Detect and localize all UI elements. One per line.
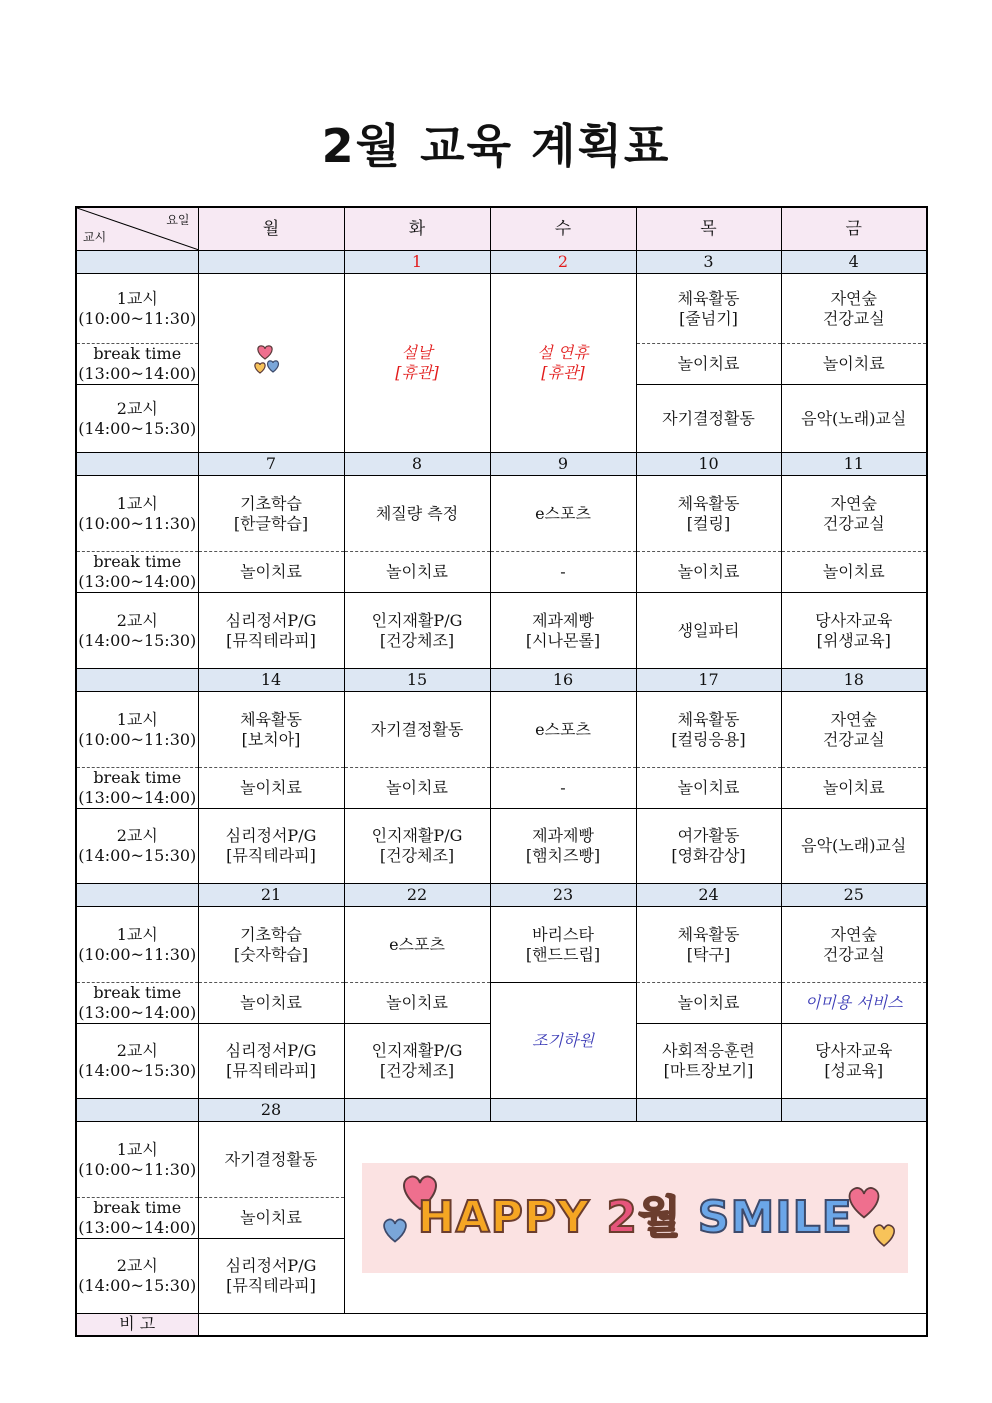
activity-cell: 음악(노래)교실 [781,809,927,884]
day-fri: 금 [781,207,927,251]
day-thu: 목 [636,207,781,251]
date-cell: 11 [781,453,927,476]
note-label: 비 고 [76,1314,198,1336]
date-cell [198,251,344,274]
period-row [76,593,927,669]
period-label: break time (13:00~14:00) [76,983,198,1024]
activity-cell: 제과제빵 [햄치즈빵] [490,809,636,884]
activity-cell: - [490,552,636,593]
activity-cell: 놀이치료 [344,983,490,1024]
date-cell [636,1099,781,1122]
activity-cell: 인지재활P/G [건강체조] [344,593,490,669]
corner-cell [76,207,198,251]
activity-cell: 놀이치료 [781,344,927,385]
date-row [76,251,927,274]
activity-cell: 놀이치료 [344,552,490,593]
activity-cell: e스포츠 [344,907,490,983]
header-row [76,207,927,251]
period-label: 1교시 (10:00~11:30) [76,274,198,344]
activity-cell: 놀이치료 [198,768,344,809]
date-cell: 21 [198,884,344,907]
period-row [76,809,927,884]
schedule-table [75,206,928,1337]
date-cell: 17 [636,669,781,692]
activity-cell: 자연숲 건강교실 [781,274,927,344]
activity-cell: 심리정서P/G [뮤직테라피] [198,809,344,884]
date-cell [344,1099,490,1122]
activity-cell: 심리정서P/G [뮤직테라피] [198,1239,344,1314]
page-title: 2월 교육 계획표 [321,119,671,173]
period-label: 2교시 (14:00~15:30) [76,593,198,669]
happy-smile-banner [362,1163,908,1273]
note-value[interactable] [198,1314,927,1336]
period-row [76,692,927,768]
note-row [76,1314,927,1336]
period-label: 1교시 (10:00~11:30) [76,907,198,983]
activity-cell: 놀이치료 [781,552,927,593]
period-label: break time (13:00~14:00) [76,552,198,593]
hearts-icon [251,343,291,379]
date-cell: 2 [490,251,636,274]
activity-cell: 놀이치료 [198,1198,344,1239]
activity-cell: 체육활동 [탁구] [636,907,781,983]
activity-cell: 체육활동 [줄넘기] [636,274,781,344]
activity-cell: 체육활동 [컬링응용] [636,692,781,768]
period-label: break time (13:00~14:00) [76,768,198,809]
date-cell: 22 [344,884,490,907]
activity-cell: 자연숲 건강교실 [781,476,927,552]
activity-cell: 인지재활P/G [건강체조] [344,1024,490,1099]
activity-cell: 체육활동 [컬링] [636,476,781,552]
activity-cell: 인지재활P/G [건강체조] [344,809,490,884]
activity-cell: 자기결정활동 [344,692,490,768]
period-row [76,1122,927,1198]
activity-cell: 놀이치료 [198,983,344,1024]
date-cell: 18 [781,669,927,692]
period-label: 1교시 (10:00~11:30) [76,1122,198,1198]
activity-cell: 놀이치료 [344,768,490,809]
date-cell: 10 [636,453,781,476]
activity-cell: 놀이치료 [781,768,927,809]
activity-cell: 심리정서P/G [뮤직테라피] [198,1024,344,1099]
activity-cell: 자연숲 건강교실 [781,907,927,983]
activity-cell: 여가활동 [영화감상] [636,809,781,884]
activity-cell: - [490,768,636,809]
period-label: break time (13:00~14:00) [76,1198,198,1239]
date-cell: 1 [344,251,490,274]
activity-cell: 기초학습 [숫자학습] [198,907,344,983]
date-cell: 28 [198,1099,344,1122]
break-row [76,768,927,809]
day-wed: 수 [490,207,636,251]
date-row [76,453,927,476]
activity-cell: 바리스타 [핸드드립] [490,907,636,983]
date-cell: 7 [198,453,344,476]
activity-cell: 기초학습 [한글학습] [198,476,344,552]
banner-word-month: 2월 [606,1191,682,1243]
date-cell: 23 [490,884,636,907]
activity-cell: e스포츠 [490,476,636,552]
corner-period-label: 교시 [83,230,107,244]
period-label: 2교시 (14:00~15:30) [76,1024,198,1099]
activity-cell: 당사자교육 [위생교육] [781,593,927,669]
early-dismissal-cell: 조기하원 [490,983,636,1099]
activity-cell: 당사자교육 [성교육] [781,1024,927,1099]
activity-cell: 이미용 서비스 [781,983,927,1024]
break-row [76,983,927,1024]
activity-cell: 제과제빵 [시나몬롤] [490,593,636,669]
period-label: 2교시 (14:00~15:30) [76,809,198,884]
holiday-cell: 설 연휴 [휴관] [490,274,636,453]
activity-cell: 생일파티 [636,593,781,669]
activity-cell: 자연숲 건강교실 [781,692,927,768]
activity-cell: 자기결정활동 [198,1122,344,1198]
date-cell: 9 [490,453,636,476]
date-cell: 4 [781,251,927,274]
banner-word-smile: SMILE [697,1191,853,1243]
period-row [76,907,927,983]
activity-cell: 자기결정활동 [636,385,781,453]
break-row [76,552,927,593]
date-cell [490,1099,636,1122]
activity-cell: 놀이치료 [198,552,344,593]
period-label: 1교시 (10:00~11:30) [76,476,198,552]
period-row [76,476,927,552]
period-row [76,274,927,344]
corner-day-label: 요일 [166,213,190,227]
activity-cell: 놀이치료 [636,344,781,385]
date-cell: 25 [781,884,927,907]
banner-text [362,1163,908,1273]
date-cell [781,1099,927,1122]
banner-word-happy: HAPPY [417,1191,590,1243]
date-row [76,1099,927,1122]
holiday-cell: 설날 [휴관] [344,274,490,453]
date-cell: 3 [636,251,781,274]
date-row [76,669,927,692]
date-cell: 8 [344,453,490,476]
activity-cell: 놀이치료 [636,983,781,1024]
activity-cell: 놀이치료 [636,552,781,593]
date-cell: 15 [344,669,490,692]
activity-cell: 사회적응훈련 [마트장보기] [636,1024,781,1099]
date-row [76,884,927,907]
activity-cell: 체육활동 [보치아] [198,692,344,768]
activity-cell: 체질량 측정 [344,476,490,552]
banner-cell [344,1122,927,1314]
activity-cell: 심리정서P/G [뮤직테라피] [198,593,344,669]
date-cell: 14 [198,669,344,692]
period-label: break time (13:00~14:00) [76,344,198,385]
date-cell: 24 [636,884,781,907]
activity-cell: 음악(노래)교실 [781,385,927,453]
day-mon: 월 [198,207,344,251]
hearts-cell [198,274,344,453]
period-label: 1교시 (10:00~11:30) [76,692,198,768]
activity-cell: 놀이치료 [636,768,781,809]
activity-cell: e스포츠 [490,692,636,768]
period-label: 2교시 (14:00~15:30) [76,385,198,453]
period-label: 2교시 (14:00~15:30) [76,1239,198,1314]
date-cell: 16 [490,669,636,692]
day-tue: 화 [344,207,490,251]
